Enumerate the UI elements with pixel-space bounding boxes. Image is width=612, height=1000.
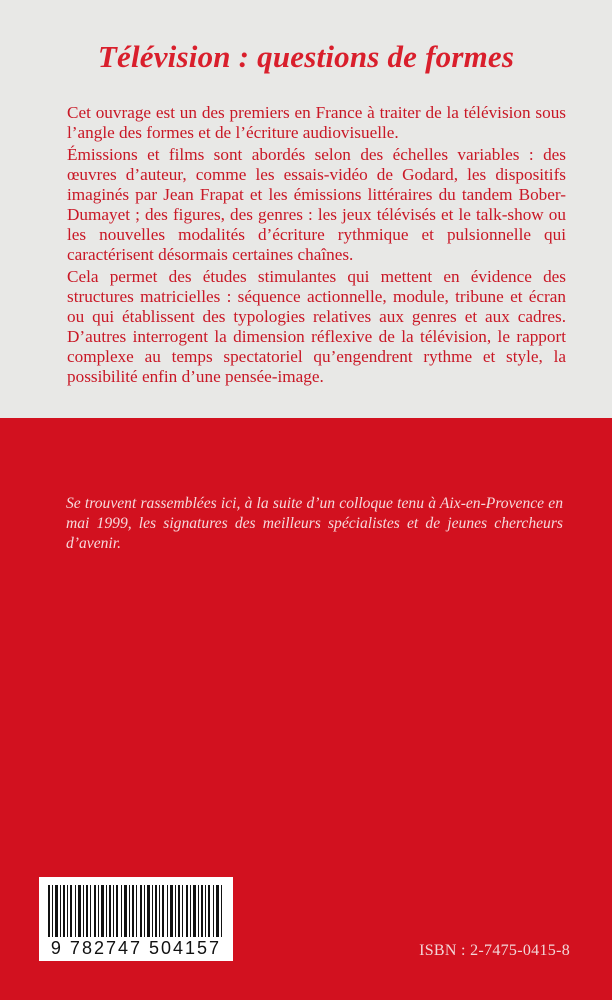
barcode-bar [216, 885, 219, 937]
barcode-bar [48, 885, 50, 937]
barcode-bar [75, 885, 76, 937]
barcode-bar [78, 885, 81, 937]
barcode-bar [98, 885, 99, 937]
barcode-bar [83, 885, 84, 937]
barcode-bar [221, 885, 222, 937]
barcode-bar [124, 885, 127, 937]
description-paragraph-2: Émissions et films sont abordés selon des échelles variables : des œuvres d’auteur, comme les essais-vidéo de Godard, les dispositifs imaginés par Jean Frapat et les émissions littéraires du tandem Bober-Dumayet ; des figures, des genres : les jeux télévisés et le talk-show ou les nouvelles modalités d’écriture rythmique et pulsionnelle qui caractérisent désormais certaines chaînes. [67, 145, 566, 264]
barcode-bar [170, 885, 173, 937]
barcode-bar [101, 885, 104, 937]
book-title: Télévision : questions de formes [97, 39, 515, 74]
barcode-bar [159, 885, 160, 937]
barcode-bar [167, 885, 168, 937]
barcode-bar [132, 885, 134, 937]
barcode-bar [147, 885, 150, 937]
barcode-bar [144, 885, 145, 937]
barcode-digits: 9 782747 504157 [50, 938, 222, 958]
barcode-bar [205, 885, 206, 937]
contributors-note: Se trouvent rassemblées ici, à la suite d’un colloque tenu à Aix-en-Provence en mai 1999, les signatures des meilleurs spécialistes et de jeunes chercheurs d’avenir. [66, 495, 563, 552]
description-paragraph-1: Cet ouvrage est un des premiers en France à traiter de la télévision sous l’angle des formes et de l’écriture audiovisuelle. [67, 103, 566, 142]
description-paragraph-3: Cela permet des études stimulantes qui mettent en évidence des structures matricielles : séquence actionnelle, module, tribune et écran ou qui établissent des typologies relatives aux genres et aux cadres. D’autres interrogent la dimension réflexive de la télévision, le rapport complexe au temps spectatoriel qu’engendrent rythme et style, la possibilité enfin d’une pensée-image. [67, 267, 566, 386]
barcode-bar [52, 885, 53, 937]
barcode-bar [186, 885, 188, 937]
barcode-bar [208, 885, 210, 937]
barcode-bar [213, 885, 214, 937]
description-text [67, 103, 566, 389]
barcode-bar [60, 885, 61, 937]
barcode-bar [152, 885, 153, 937]
isbn-label: ISBN : 2-7475-0415-8 [419, 942, 570, 959]
barcode-bar [90, 885, 91, 937]
barcode-bar [116, 885, 118, 937]
barcode-bar [109, 885, 111, 937]
barcode-bar [63, 885, 65, 937]
barcode-bar [106, 885, 107, 937]
barcode-bar [190, 885, 191, 937]
barcode-bar [113, 885, 114, 937]
barcode-bar [136, 885, 137, 937]
barcode-bar [155, 885, 157, 937]
barcode-bars [47, 885, 225, 937]
barcode-bar [70, 885, 72, 937]
barcode-bar [129, 885, 130, 937]
barcode-bar [182, 885, 183, 937]
barcode-bar [86, 885, 88, 937]
barcode-bar [178, 885, 180, 937]
barcode-bar [140, 885, 142, 937]
barcode-bar [162, 885, 164, 937]
barcode-bar [94, 885, 96, 937]
barcode-bar [193, 885, 196, 937]
barcode-bar [67, 885, 68, 937]
barcode-bar [121, 885, 122, 937]
barcode-bar [198, 885, 199, 937]
isbn-barcode [39, 877, 233, 961]
barcode-bar [175, 885, 176, 937]
barcode-bar [55, 885, 58, 937]
barcode-bar [201, 885, 203, 937]
